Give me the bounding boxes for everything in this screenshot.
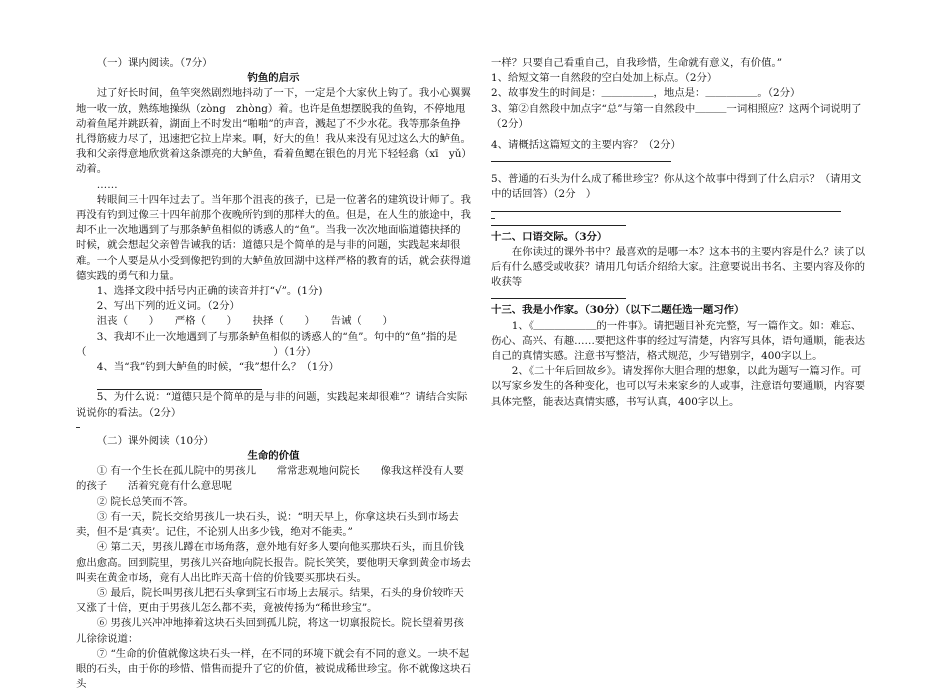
section-13-title: 十三、我是小作家。（30分）（以下二题任选一题习作） xyxy=(491,304,745,317)
right-column xyxy=(491,56,869,410)
divider-mark xyxy=(76,427,80,428)
reading-question-1: 1、给短文第一自然段的空白处加上标点。（2分） xyxy=(491,72,718,85)
question-3-blank: （ ）（1分） xyxy=(76,345,317,358)
passage2-s7: ⑦ “生命的价值就像这块石头一样，在不同的环境下就会有不同的意义。一块不起眼的石头，由于你的珍惜、惜售而提升了它的价值，被说成稀世珍宝。你不就像这块石头 xyxy=(76,647,471,691)
passage2-s1: ① 有一个生长在孤儿院中的男孩儿 常常悲观地问院长 像我这样没有人要的孩子 活着究竟有什么意思呢 xyxy=(76,465,464,493)
question-5: 5、为什么说：“道德只是个简单的是与非的问题，实践起来却很难”？请结合实际说说你的看法。（2分） xyxy=(76,391,468,419)
passage1-paragraph1: 过了好长时间，鱼竿突然剧烈地抖动了一下，一定是个大家伙上钩了。我小心翼翼地一收一放，熟练地操纵（zòng zhòng）着。也许是鱼想摆脱我的鱼钩，不停地甩动着鱼尾并跳跃着，湖面上不时发出“啪啪”的声音，溅起了不少水花。我等那条鱼挣扎得筋疲力尽了，迅速把它拉上岸来。啊，好大的鱼！我从来没有见过这么大的鲈鱼。我和父亲得意地欣赏着这条漂亮的大鲈鱼，看着鱼鳃在银色的月光下轻轻翕（xī yǔ）动着。 xyxy=(76,87,471,176)
answer-line-4[interactable] xyxy=(76,375,471,390)
composition-option-2: 2、《二十年后回故乡》。请发挥你大胆合理的想象，以此为题写一篇习作。可以写家乡发生的各种变化，也可以写未来家乡的人或事，注意语句要通顺，内容要具体完整，能表达真情实感，书写认真，400字以上。 xyxy=(491,365,866,408)
passage2-s6: ⑥ 男孩儿兴冲冲地捧着这块石头回到孤儿院，将这一切禀报院长。院长望着男孩儿徐徐说道： xyxy=(76,617,464,645)
section-12-body: 在你读过的课外书中？最喜欢的是哪一本？这本书的主要内容是什么？读了以后有什么感受或收获？请用几句话介绍给大家。注意要说出书名、主要内容及你的收获等 xyxy=(491,245,866,289)
reading-question-4: 4、请概括这篇短文的主要内容？（2分） xyxy=(491,139,681,152)
divider-mark-right xyxy=(491,218,495,219)
reading-question-5: 5、普通的石头为什么成了稀世珍宝？你从这个故事中得到了什么启示？（请用文中的话回答）（2分 ） xyxy=(491,173,862,201)
part2-header: （二）课外阅读（10分） xyxy=(96,434,214,447)
composition-option-1: 1、《＿＿＿＿＿＿的一件事》。请把题目补充完整，写一篇作文。如：难忘、伤心、高兴、有趣……要把这件事的经过写清楚，内容写具体，语句通顺，能表达自己的真情实感。注意书写整洁，格式规范，少写错别字，400字以上。 xyxy=(491,319,866,363)
reading-question-3: 3、第②自然段中加点字“总”与第一自然段中＿＿＿一词相照应？这两个词说明了 xyxy=(491,102,862,115)
question-1: 1、选择文段中括号内正确的读音并打“√”。(1分) xyxy=(96,285,323,298)
answer-line-r5[interactable] xyxy=(491,205,841,212)
reading-question-2: 2、故事发生的时间是：＿＿＿＿＿，地点是：＿＿＿＿＿。（2分） xyxy=(491,87,801,100)
passage2-s4: ④ 第二天，男孩儿蹲在市场角落，意外地有好多人要向他买那块石头，而且价钱愈出愈高。回到院里，男孩儿兴奋地向院长报告。院长笑笑，要他明天拿到黄金市场去叫卖在黄金市场，竟有人出比昨天高十倍的价钱要买那块石头。 xyxy=(76,541,471,584)
passage1-ellipsis: …… xyxy=(96,178,118,191)
question-4: 4、当“我”钓到大鲈鱼的时候，“我”想什么？（1分） xyxy=(96,361,340,374)
reading-question-3-score: （2分） xyxy=(491,117,529,130)
section-12-title: 十二、口语交际。（3分） xyxy=(491,230,608,243)
section-rule-12 xyxy=(491,225,626,226)
section-rule-13 xyxy=(491,298,626,299)
question-3: 3、我却不止一次地遇到了与那条鲈鱼相似的诱惑人的“鱼”。句中的“鱼”指的是 xyxy=(96,330,458,343)
passage2-s2: ② 院长总笑而不答。 xyxy=(96,495,194,508)
part1-header: （一）课内阅读。（7分） xyxy=(96,57,213,69)
question-2-words: 沮丧（ ） 严格（ ） 抉择（ ） 告诫（ ） xyxy=(96,315,393,328)
story1-title: 钓鱼的启示 xyxy=(247,72,300,85)
answer-line-r4[interactable] xyxy=(491,155,671,162)
passage2-s3: ③ 有一天，院长交给男孩儿一块石头，说：“明天早上，你拿这块石头到市场去卖，但不是‘真卖’。记住，不论别人出多少钱，绝对不能卖。” xyxy=(76,510,459,539)
story2-title: 生命的价值 xyxy=(247,450,300,463)
passage2-s5: ⑤ 最后，院长叫男孩儿把石头拿到宝石市场上去展示。结果，石头的身价较昨天又涨了十倍，更由于男孩儿怎么都不卖，竟被传扬为“稀世珍宝”。 xyxy=(76,586,464,615)
question-2: 2、写出下列的近义词。（2分） xyxy=(96,300,240,313)
left-column xyxy=(76,56,471,692)
passage1-paragraph2: 转眼间三十四年过去了。当年那个沮丧的孩子，已是一位著名的建筑设计师了。我再没有钓到过像三十四年前那个夜晚所钓到的那样大的鱼。但是，在人生的旅途中，我却不止一次地遇到了与那条鲈鱼相似的诱惑人的“鱼”。当我一次次地面临道德抉择的时候，就会想起父亲曾告诫我的话：道德只是个简单的是与非的问题，实践起来却很难。一个人要是从小受到像把钓到的大鲈鱼放回湖中这样严格的教育的话，就会获得道德实践的勇气和力量。 xyxy=(76,193,471,282)
passage2-continuation: 一样？只要自己看重自己，自我珍惜，生命就有意义，有价值。” xyxy=(491,57,783,69)
